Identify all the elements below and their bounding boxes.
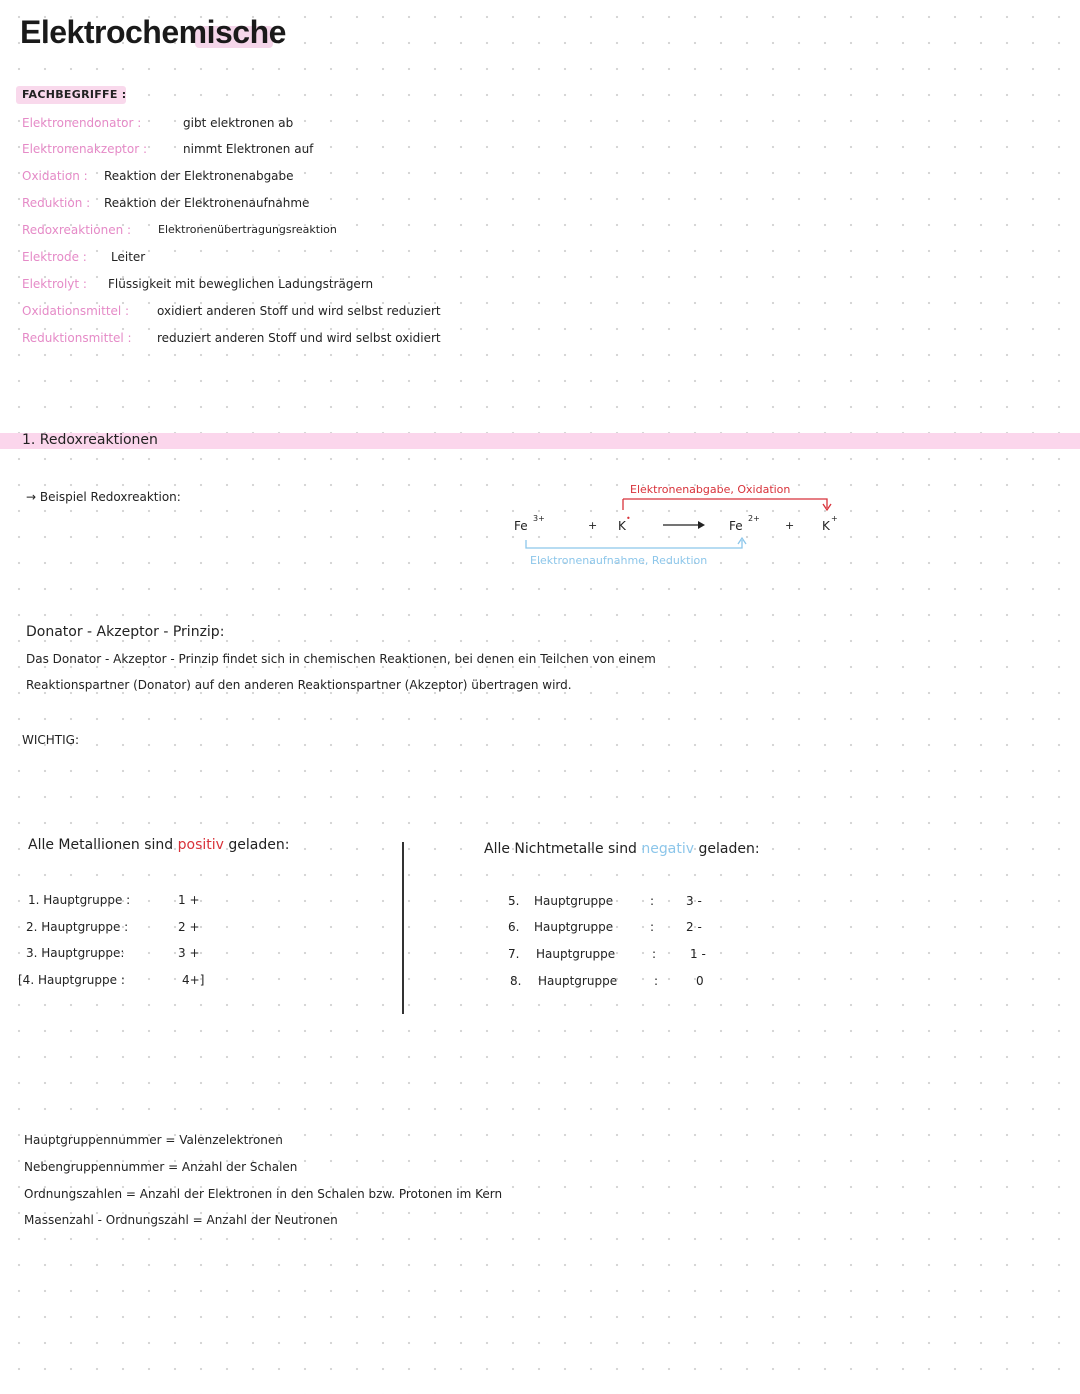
nonmetals-heading	[484, 841, 760, 857]
charge-fe3: 3+	[533, 514, 545, 523]
nonmetals-heading-negative: negativ	[641, 841, 695, 857]
oxidation-label: Elektronenabgabe, Oxidation	[630, 483, 791, 496]
metals-heading-post: geladen:	[228, 837, 290, 853]
example-label: → Beispiel Redoxreaktion:	[26, 490, 181, 504]
reduction-bracket	[526, 540, 742, 548]
term-label: Redoxreaktionen :	[22, 223, 132, 237]
term-label: Elektronendonator :	[22, 116, 142, 130]
metal-charge: 2 +	[178, 920, 200, 934]
term-label: Oxidation :	[22, 169, 88, 183]
reduction-label: Elektronenaufnahme, Reduktion	[530, 554, 708, 567]
nonmetal-number: 6.	[508, 920, 520, 934]
nonmetal-number: 7.	[508, 947, 520, 961]
term-definition: reduziert anderen Stoff und wird selbst oxidiert	[157, 331, 441, 345]
term-label: Elektrode :	[22, 250, 87, 264]
nonmetal-charge: 2 -	[686, 920, 702, 934]
metals-heading-positive: positiv	[177, 837, 224, 853]
metals-heading-pre: Alle Metallionen sind	[28, 837, 174, 853]
term-definition: Leiter	[111, 250, 146, 264]
column-divider	[402, 842, 404, 1014]
principle-text-line1: Das Donator - Akzeptor - Prinzip findet sich in chemischen Reaktionen, bei denen ein Teilchen von einem	[26, 652, 656, 666]
species-k: K	[618, 519, 626, 533]
definition-line: Massenzahl - Ordnungszahl = Anzahl der Neutronen	[24, 1213, 338, 1227]
nonmetal-charge: 0	[696, 974, 704, 988]
charge-fe2: 2+	[748, 514, 760, 523]
term-definition: Flüssigkeit mit beweglichen Ladungsträgern	[108, 277, 374, 291]
redox-reaction-diagram	[500, 470, 860, 580]
principle-title: Donator - Akzeptor - Prinzip:	[26, 624, 225, 640]
term-label: Elektrolyt :	[22, 277, 87, 291]
electron-dot: •	[626, 514, 631, 523]
term-label: Oxidationsmittel :	[22, 304, 130, 318]
term-label: Elektronenakzeptor :	[22, 142, 147, 156]
principle-text-line2: Reaktionspartner (Donator) auf den anderen Reaktionspartner (Akzeptor) übertragen wird.	[26, 678, 572, 692]
fachbegriffe-heading: FACHBEGRIFFE :	[22, 88, 127, 101]
species-fe2: Fe	[729, 519, 743, 533]
term-definition: nimmt Elektronen auf	[183, 142, 314, 156]
metal-group: 3. Hauptgruppe:	[26, 946, 125, 960]
term-label: Reduktion :	[22, 196, 91, 210]
term-definition: Reaktion der Elektronenaufnahme	[104, 196, 310, 210]
metal-charge: 4+]	[182, 973, 205, 987]
metal-charge: 3 +	[178, 946, 200, 960]
nonmetals-heading-post: geladen:	[698, 841, 760, 857]
nonmetal-colon: :	[650, 920, 655, 934]
plus-sign: +	[785, 519, 795, 532]
term-definition: gibt elektronen ab	[183, 116, 294, 130]
important-label: WICHTIG:	[22, 733, 80, 747]
nonmetal-colon: :	[654, 974, 659, 988]
nonmetal-charge: 1 -	[690, 947, 706, 961]
nonmetal-number: 5.	[508, 894, 520, 908]
definition-line: Ordnungszahlen = Anzahl der Elektronen in den Schalen bzw. Protonen im Kern	[24, 1187, 503, 1201]
nonmetal-group: Hauptgruppe	[534, 920, 614, 934]
species-fe3: Fe	[514, 519, 528, 533]
definition-line: Nebengruppennummer = Anzahl der Schalen	[24, 1160, 298, 1174]
nonmetal-group: Hauptgruppe	[536, 947, 616, 961]
page-title: Elektrochemische	[20, 14, 286, 50]
definition-line: Hauptgruppennummer = Valenzelektronen	[24, 1133, 283, 1147]
term-definition: Elektronenübertragungsreaktion	[158, 223, 337, 236]
section-heading: 1. Redoxreaktionen	[22, 432, 158, 448]
term-label: Reduktionsmittel :	[22, 331, 132, 345]
metal-group: 1. Hauptgruppe :	[28, 893, 131, 907]
section-highlight	[0, 433, 1080, 449]
nonmetal-charge: 3 -	[686, 894, 702, 908]
oxidation-bracket	[623, 499, 827, 508]
nonmetal-group: Hauptgruppe	[534, 894, 614, 908]
species-k-ion: K	[822, 519, 830, 533]
term-definition: oxidiert anderen Stoff und wird selbst reduziert	[157, 304, 441, 318]
plus-sign: +	[588, 519, 598, 532]
metal-group: [4. Hauptgruppe :	[18, 973, 125, 987]
nonmetal-group: Hauptgruppe	[538, 974, 618, 988]
nonmetal-colon: :	[652, 947, 657, 961]
nonmetals-heading-pre: Alle Nichtmetalle sind	[484, 841, 637, 857]
metals-heading	[28, 837, 289, 853]
term-definition: Reaktion der Elektronenabgabe	[104, 169, 294, 183]
metal-group: 2. Hauptgruppe :	[26, 920, 129, 934]
charge-k-ion: +	[831, 514, 838, 523]
nonmetal-colon: :	[650, 894, 655, 908]
nonmetal-number: 8.	[510, 974, 522, 988]
metal-charge: 1 +	[178, 893, 200, 907]
